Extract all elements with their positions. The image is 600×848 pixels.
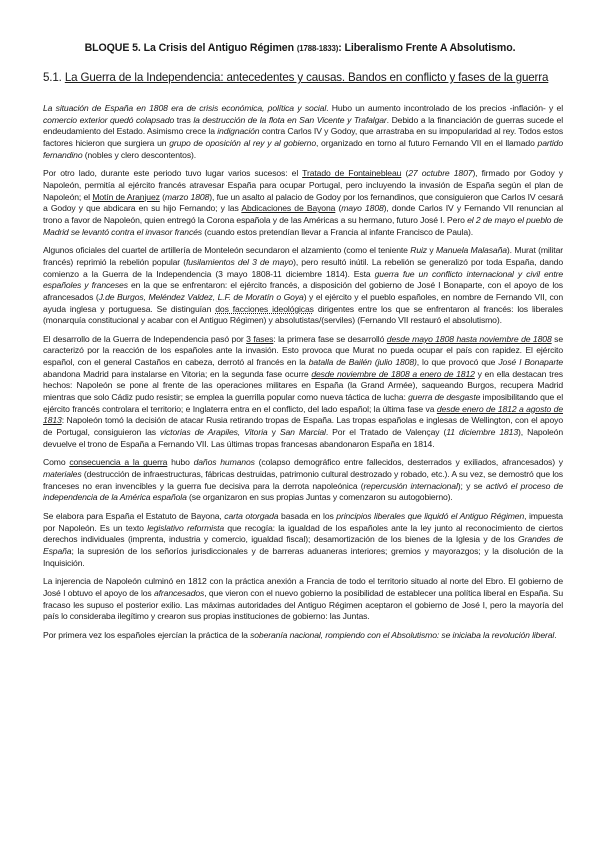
emphasized-text-run: 27 octubre 1807 (408, 168, 473, 179)
emphasized-text-run: Motín de Aranjuez (92, 191, 160, 202)
text-run: abandona Madrid para instalarse en Vitoria; en la segunda fase ocurre (43, 368, 312, 379)
emphasized-text-run: desde noviembre de 1808 a enero de 1812 (311, 368, 475, 379)
emphasized-text-run: Manuela Malasaña (435, 245, 507, 256)
emphasized-text-run: J.de Burgos, Meléndez Valdez, L.F. de Moratín o Goya (98, 291, 304, 302)
emphasized-text-run: marzo 1808 (164, 191, 210, 202)
text-run: contra Carlos IV y Godoy, que arrastraba en su impopularidad al rey. Todos estos factores hicieron que surgiera un (43, 126, 564, 148)
text-run: , lo que provocó que (416, 357, 499, 368)
emphasized-text-run: Abdicaciones de Bayona (241, 203, 336, 214)
text-run: Por otro lado, durante este periodo tuvo lugar varios sucesos: el (43, 168, 303, 179)
emphasized-text-run: legislativo reformista (147, 522, 225, 533)
section-title: La Guerra de la Independencia: antecedentes y causas. Bandos en conflicto y fases de la guerra (64, 71, 549, 84)
emphasized-text-run: Ruiz (410, 245, 427, 256)
emphasized-text-run: guerra fue un conflicto internacional y civil entre españoles y franceses (43, 268, 564, 291)
text-run: Se elabora para España el Estatuto de Bayona, (43, 511, 225, 521)
text-run: Por primera vez los españoles ejercían la práctica de la (43, 629, 251, 640)
emphasized-text-run: mayo 1808 (341, 203, 384, 214)
text-run: El desarrollo de la Guerra de Independencia pasó por (43, 333, 247, 344)
emphasized-text-run: el 2 de mayo el pueblo de Madrid se levantó contra el invasor francés (43, 214, 563, 237)
text-run: ( (401, 168, 409, 179)
text-run: imposibilitando que el ejército francés controlara el territorio; e Inglaterra entra en el conflicto, del lado español; la última fase va (43, 392, 563, 414)
text-run: ), pero resultó inútil. La rebelión se generalizó por toda España, dando comienzo a la Guerra de la Independencia (3 mayo 1808-11 diciembre 1814). Esta (43, 256, 563, 279)
title-main: BLOQUE 5. La Crisis del Antiguo Régimen (84, 42, 297, 54)
text-run: , organizado en torno al futuro Fernando VII en el llamado (316, 137, 538, 148)
text-run: y en ella destacan tres hechos: Napoleón se pone al frente de las operaciones militares en España (la Grand Armée), saqueando Burgos, recupera Madrid mientras que solo Cádiz pudo resistir; se emplea la guerrilla popular como nueva táctica de lucha: (43, 368, 563, 403)
text-run: Como (43, 457, 70, 468)
text-run: ), fue un asalto al palacio de Godoy por los fernandinos, que consiguieron que Carlos IV cesará a Godoy y que abdicara en su hijo Fernando; y las (43, 191, 564, 214)
emphasized-text-run: repercusión internacional (363, 480, 458, 491)
emphasized-text-run: San Marcial (279, 427, 326, 438)
text-run: (se organizaron en sus propias Juntas y comenzaron su autogobierno). (186, 492, 453, 503)
text-run: ( (159, 191, 165, 202)
paragraph-consequences (43, 457, 563, 504)
text-run: ). Murat (militar francés) reprimió la rebelión popular ( (43, 245, 563, 267)
text-run: La injerencia de Napoleón culminó en 1812 con la práctica anexión a Francia de todo el territorio situado al norte del Ebro. El gobierno de José I obtuvo el apoyo de los (43, 576, 563, 598)
emphasized-text-run: guerra de desgaste (408, 392, 481, 403)
emphasized-text-run: fusilamientos del 3 de mayo (185, 256, 294, 267)
emphasized-text-run: daños humanos (193, 457, 255, 468)
text-run: ), Napoleón devuelve el trono de España a Fernando VII. Las últimas tropas francesas abandonaron España en 1814. (43, 427, 564, 449)
text-run: (destrucción de infraestructuras, fábricas destruidas, patrimonio cultural destrozado y robado, etc.). A su vez, se demostró que los franceses no eran invencibles y la guerra fue decisiva para la derrota napoleónica ( (43, 469, 563, 491)
text-run: ) y el ejército y el pueblo españoles, en nombre de Fernando VII, con ayuda inglesa y portuguesa. Se distinguían (43, 291, 563, 314)
text-run: Algunos oficiales del cuartel de artillería de Monteleón secundaron el alzamiento (como el teniente (43, 245, 411, 256)
text-run: ; la supresión de los señoríos jurisdiccionales y de barreras aduaneras interiores; gremios y mayorazgos; y la disolución de la Inquisición. (43, 545, 563, 568)
emphasized-text-run: afrancesados (153, 587, 205, 598)
paragraph-sovereignty (43, 630, 563, 642)
text-run: en la que se enfrentaron: el ejército francés, a disposición del gobierno de José I Bonaparte, con el apoyo de los afrancesados ( (43, 280, 563, 302)
emphasized-text-run: victorias de Arapiles, Vitoria (160, 427, 268, 438)
emphasized-text-run: carta otorgada (224, 511, 279, 521)
emphasized-text-run: principios liberales que liquidó el Antiguo Régimen (336, 511, 525, 521)
text-run: basada en los (278, 511, 337, 521)
text-run: (nobles y clero descontentos). (82, 149, 197, 160)
emphasized-text-run: desde enero de 1812 a agosto de 1813 (43, 403, 564, 426)
text-run: y (427, 245, 436, 256)
text-run: ); y se (457, 480, 486, 491)
section-heading (43, 70, 563, 85)
title-rest: : Liberalismo Frente A Absolutismo. (338, 42, 516, 54)
emphasized-text-run: materiales (43, 469, 82, 480)
text-run: . Por el Tratado de Valençay ( (325, 427, 447, 438)
text-run: ( (335, 203, 342, 214)
paragraph-events (43, 168, 563, 238)
paragraph-phases (43, 334, 563, 451)
text-run: tras (174, 114, 194, 125)
emphasized-text-run: comercio exterior quedó colapsado (43, 114, 175, 125)
paragraph-interference (43, 576, 563, 623)
emphasized-text-run: indignación (217, 126, 260, 137)
emphasized-text-run: consecuencia a la guerra (69, 457, 168, 468)
paragraph-causes (43, 103, 563, 161)
emphasized-text-run: dos facciones ideológicas (215, 303, 314, 314)
paragraph-statute (43, 511, 563, 569)
text-run: que recogía: la igualdad de los españoles ante la ley junto al reconocimiento de ciertos derechos individuales (imprenta, industria y comercio, igualdad fiscal); desamortización de los bienes de la Iglesia y de los (43, 522, 563, 545)
text-run: : Napoleón tomó la decisión de atacar Rusia retirando tropas de España. Las tropas españolas e inglesas de Wellington, con el apoyo de Portugal, consiguieron las (43, 415, 563, 438)
emphasized-text-run: 11 diciembre 1813 (446, 427, 519, 438)
text-run: ), donde Carlos IV y Fernando VII renuncian al trono a favor de Napoleón, quien entregó la Corona española y de las Américas a su hermano, futuro José I. Pero (43, 203, 563, 225)
text-run: dirigentes entre los que se enfrentaron al francés: los liberales (monarquía constitucional y acabar con el Antiguo Régimen) y absolutistas/(serviles) (Fernando VII restauró el absolutismo). (43, 303, 563, 326)
paragraph-uprising (43, 245, 563, 327)
emphasized-text-run: Grandes de España (43, 534, 563, 556)
emphasized-text-run: grupo de oposición al rey y al gobierno (169, 137, 316, 148)
emphasized-text-run: la destrucción de la flota en San Vicente y Trafalgar (193, 114, 387, 125)
document-body (43, 103, 563, 642)
text-run: . Debido a la financiación de guerras sucede el endeudamiento del Estado. Asimismo crece la (43, 114, 563, 137)
document-title (0, 42, 600, 54)
emphasized-text-run: José I Bonaparte (498, 357, 564, 368)
text-run: , que vieron con el nuevo gobierno la posibilidad de establecer una política liberal en España. Su fracaso les supuso el posterior exilio. Las máximas autoridades del Antiguo Régimen aceptaron el gobierno de José I, pero la mayoría del país lo consideraba ilegítimo y crearon sus propias instituciones de gobierno: las Juntas. (43, 587, 564, 622)
text-run: se caracterizó por la reacción de los españoles ante la invasión. Esto provoca que Murat no pueda ocupar el país con rapidez. El ejército español, con el general Castaños en cabeza, derrotó al francés en la (43, 333, 563, 368)
section-number: 5.1. (43, 71, 65, 84)
emphasized-text-run: partido fernandino (43, 137, 564, 160)
emphasized-text-run: Tratado de Fontainebleau (302, 168, 402, 179)
text-run: . (554, 629, 557, 640)
emphasized-text-run: soberanía nacional, rompiendo con el Absolutismo: se iniciaba la revolución liberal (250, 629, 555, 640)
title-dates: (1788-1833) (296, 44, 339, 53)
emphasized-text-run: La situación de España en 1808 era de crisis económica, política y social (43, 103, 327, 113)
text-run: , impuesta por Napoleón. Es un texto (43, 511, 563, 533)
text-run: ), firmado por Godoy y Napoleón, permitía al ejército francés atravesar España para ocupar Portugal, pero incluyendo la invasión de España según el plan de Napoleón; el (43, 168, 563, 202)
emphasized-text-run: batalla de Bailén (julio 1808) (308, 357, 417, 368)
emphasized-text-run: activó el proceso de independencia de la América española (43, 480, 563, 503)
text-run: : la primera fase se desarrolló (273, 333, 387, 344)
text-run: (cuando estos pretendían llevar a Francia al infante Francisco de Paula). (201, 226, 474, 237)
text-run: (colapso demográfico entre fallecidos, desterrados y exiliados, afrancesados) y (254, 457, 563, 468)
text-run: hubo (167, 457, 194, 468)
emphasized-text-run: desde mayo 1808 hasta noviembre de 1808 (386, 333, 552, 344)
text-run: y (267, 427, 280, 438)
emphasized-text-run: 3 fases (246, 333, 274, 344)
text-run: . Hubo un aumento incontrolado de los precios -inflación- y el (326, 103, 563, 113)
